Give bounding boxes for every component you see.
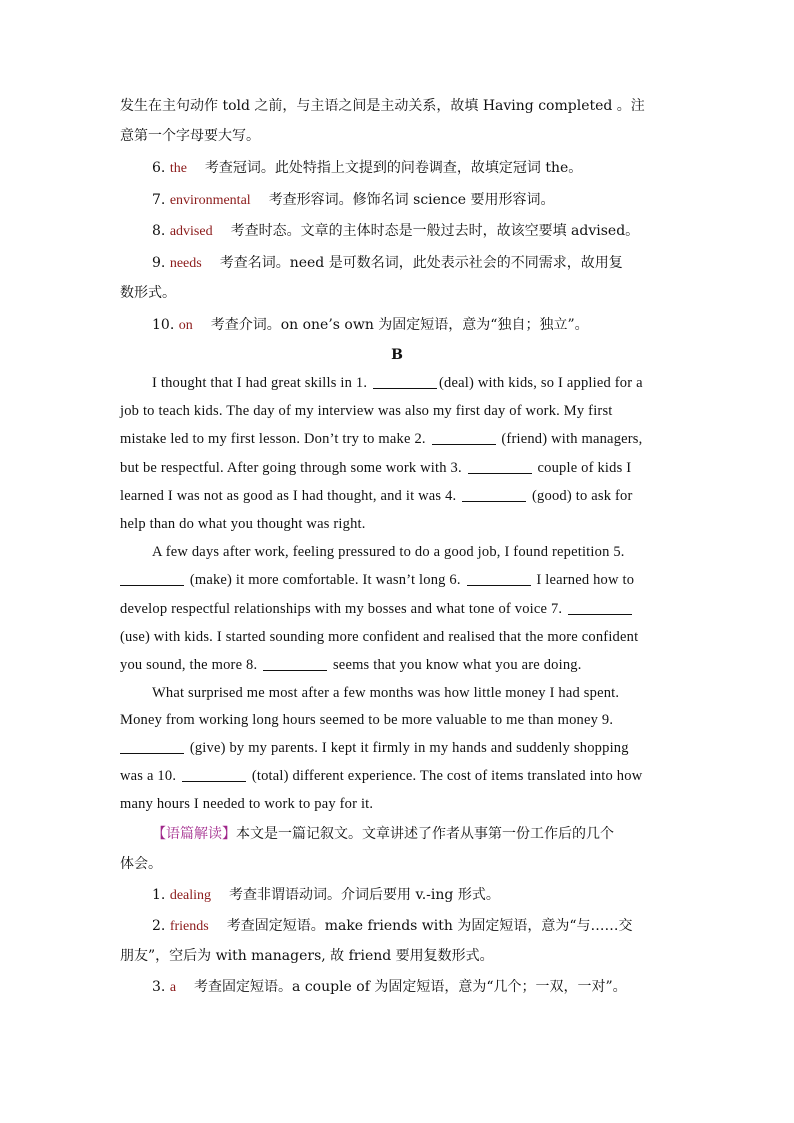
analysis-paragraph-cont: 体会。 [120, 856, 162, 872]
blank-line [468, 459, 532, 474]
item-number: 8. [152, 223, 166, 239]
item-number: 7. [152, 192, 166, 208]
blank-line [467, 571, 531, 586]
passage-line: was a 10. (total) different experience. The cost of items translated into how [120, 768, 643, 784]
analysis-tag: 【语篇解读】 [152, 826, 236, 842]
answer-item-9-cont: 数形式。 [120, 285, 176, 301]
blank-line [373, 374, 437, 389]
explanation: 考查时态。文章的主体时态是一般过去时，故该空要填 advised。 [230, 223, 640, 239]
passage-line: Money from working long hours seemed to be more valuable to me than money 9. [120, 712, 614, 728]
blank-line [182, 767, 246, 782]
blank-line [120, 571, 184, 586]
answer-word: friends [169, 919, 209, 934]
blank-line [462, 487, 526, 502]
passage-line: help than do what you thought was right. [120, 516, 366, 532]
blank-line [432, 430, 496, 445]
passage-line: A few days after work, feeling pressured to do a good job, I found repetition 5. [152, 544, 625, 560]
analysis-paragraph: 【语篇解读】本文是一篇记叙文。文章讲述了作者从事第一份工作后的几个 [152, 826, 614, 842]
answer-word: on [178, 318, 193, 333]
answer-word: dealing [169, 888, 212, 903]
answer-word: the [169, 161, 187, 176]
answer-item-6 [120, 154, 674, 183]
explanation: 考查名词。need 是可数名词，此处表示社会的不同需求，故用复 [219, 255, 623, 271]
explanation: 考查形容词。修饰名词 science 要用形容词。 [268, 192, 555, 208]
passage-line: What surprised me most after a few months was how little money I had spent. [152, 685, 620, 701]
answer-word: environmental [169, 193, 251, 208]
blank-line [263, 656, 327, 671]
passage-line: job to teach kids. The day of my interview was also my first day of work. My first [120, 403, 613, 419]
answer-item-b3: 3. a 考查固定短语。a couple of 为固定短语，意为“几个；一双，一对”。 [152, 979, 627, 995]
continuation-line-1: 发生在主句动作 told 之前，与主语之间是主动关系，故填 Having completed 。注 [120, 98, 645, 114]
passage-line: (use) with kids. I started sounding more confident and realised that the more confident [120, 629, 639, 645]
passage-line: learned I was not as good as I had thought, and it was 4. (good) to ask for [120, 488, 633, 504]
passage-line: you sound, the more 8. seems that you know what you are doing. [120, 657, 582, 673]
item-number: 10. [152, 317, 175, 333]
explanation: 考查介词。on one’s own 为固定短语，意为“独自；独立”。 [210, 317, 589, 333]
answer-word: needs [169, 256, 202, 271]
answer-word: advised [169, 224, 213, 239]
continuation-line-2: 意第一个字母要大写。 [120, 128, 260, 144]
passage-line: I thought that I had great skills in 1. (deal) with kids, so I applied for a [152, 375, 643, 391]
passage-line: (make) it more comfortable. It wasn’t long 6. I learned how to [120, 566, 674, 594]
passage-line: but be respectful. After going through some work with 3. couple of kids I [120, 460, 632, 476]
blank-line [568, 600, 632, 615]
answer-word: a [169, 980, 177, 995]
item-number: 6. [152, 160, 166, 176]
answer-item-8 [120, 217, 674, 246]
blank-line [120, 739, 184, 754]
answer-item-b2: 2. friends 考查固定短语。make friends with 为固定短语，意为“与……交 [152, 918, 633, 934]
passage-line: (give) by my parents. I kept it firmly in my hands and suddenly shopping [120, 734, 674, 762]
passage-line: mistake led to my first lesson. Don’t try to make 2. (friend) with managers, [120, 431, 643, 447]
answer-item-b2-cont: 朋友”，空后为 with managers, 故 friend 要用复数形式。 [120, 948, 494, 964]
passage-line: develop respectful relationships with my bosses and what tone of voice 7. [120, 595, 674, 623]
answer-item-7 [120, 186, 674, 215]
answer-item-9 [120, 249, 674, 278]
section-b-title: B [391, 347, 403, 363]
explanation: 考查冠词。此处特指上文提到的问卷调查，故填定冠词 the。 [204, 160, 583, 176]
item-number: 9. [152, 255, 166, 271]
answer-item-b1: 1. dealing 考查非谓语动词。介词后要用 v.-ing 形式。 [152, 887, 500, 903]
passage-line: many hours I needed to work to pay for it. [120, 796, 374, 812]
answer-item-10 [120, 311, 674, 340]
